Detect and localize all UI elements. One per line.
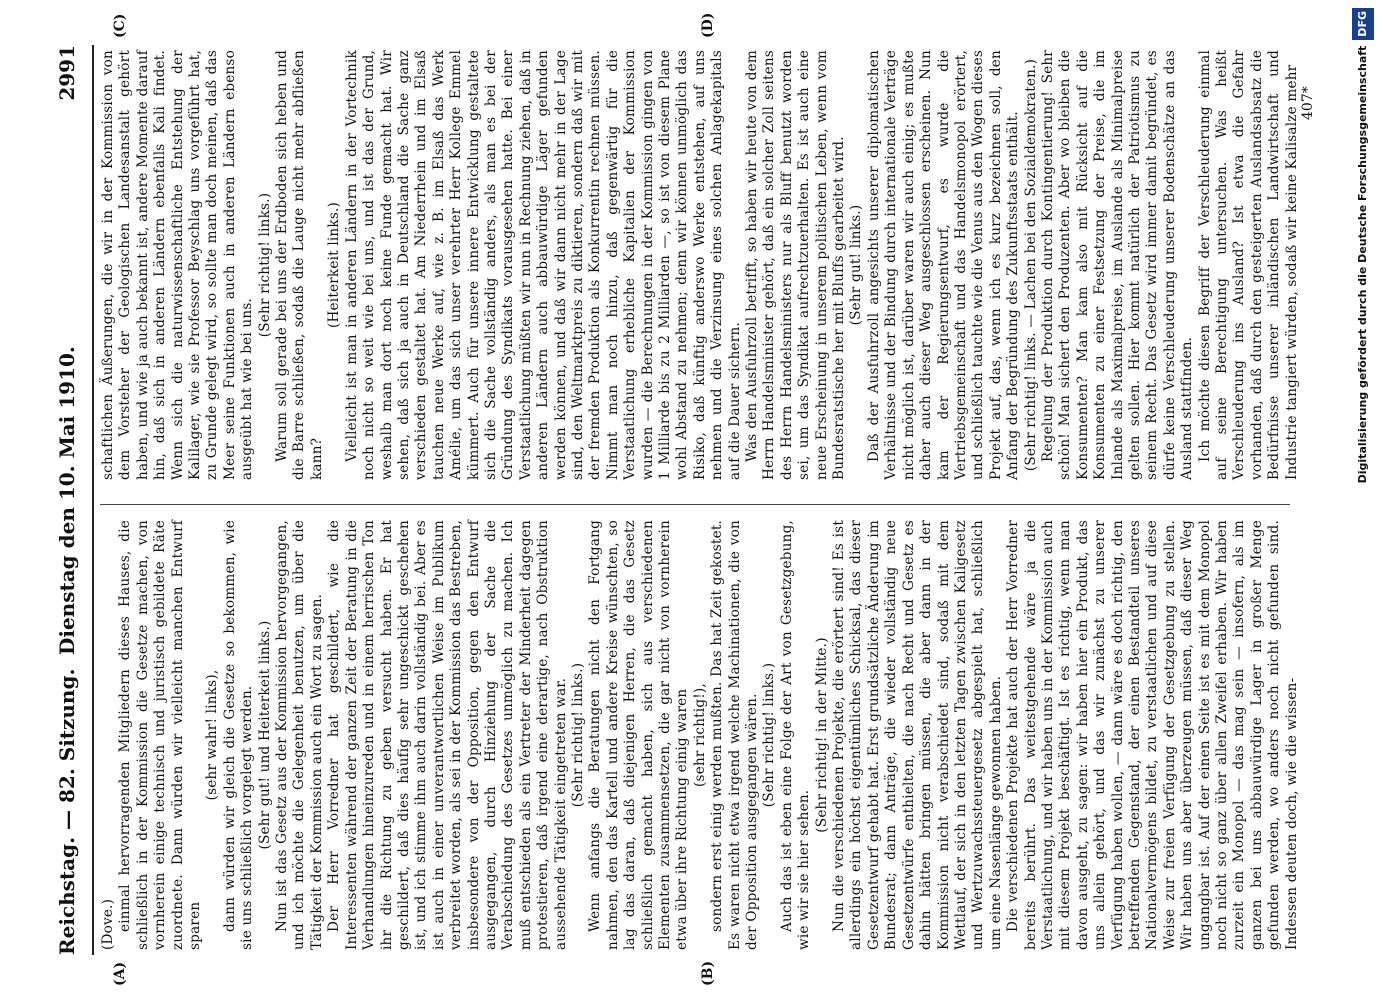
paragraph: einmal hervorragenden Mitgliedern dieses Hauses, die schließlich in der Kommission die Gesetze machen, von vornherein einige technisch und juristisch gebildete Räte zuordnete. Dann würden wir vielleicht manchen Entwurf sparen — [117, 520, 204, 950]
interjection: (Heiterkeit links.) — [326, 201, 343, 329]
speaker-name: (Dove.) — [100, 898, 116, 950]
paragraph: Nun die verschiedenen Projekte, die erörtert sind! Es ist allerdings ein höchst eigentümliches Schicksal, das dieser Gesetzentwurf gehabt hat. Erst grundsätzliche Änderung im Bundesrat; dann Anträge, die wieder vollständig neue Gesetzentwürfe enthielten, die nach Recht und Gesetz es dahin hätten bringen müssen, die aber dann in der Kommission nicht verabschiedet sind, sodaß mit dem Wettlauf, der sich in den letzten Tagen zwischen Kaligesetz und Wertzuwachssteuergesetz abgespielt hat, schließlich um eine Nasenlänge gewonnen haben. — [831, 520, 1004, 950]
left-column — [100, 520, 1300, 950]
paragraph: dann würden wir gleich die Gesetze so bekommen, wie sie uns schließlich vorgelegt werden. — [221, 520, 256, 950]
interjection: (Sehr richtig! links.) — [256, 192, 273, 338]
page-header — [55, 45, 89, 955]
paragraph: Der Herr Vorredner hat geschildert, wie die Interessenten während der ganzen Zeit der Beratung in die Verhandlungen hineinzureden und in einem herrischen Ton ihr die Richtung zu geben versucht haben. Er hat geschildert, daß dies häufig sehr ungeschickt geschehen ist, und ich stimme ihm auch darin vollständig bei. Aber es ist auch in einer unverantwortlichen Weise im Publikum verbreitet worden, als sei in der Kommission das Bestreben, insbesondere von der Opposition, gegen den Entwurf ausgegangen, durch Hinziehung der Sache die Verabschiedung des Gesetzes unmöglich zu machen. Ich muß entschieden als ein Vertreter der Minderheit dagegen protestieren, daß irgend eine derartige, nach Obstruktion aussehende Tätigkeit eingetreten war. — [326, 520, 569, 950]
paragraph: Daß der Ausfuhrzoll angesichts unserer diplomatischen Verhältnisse und der Bindung durch internationale Verträge nicht möglich ist, darüber waren wir auch einig; es mußte daher auch dieser Weg ausgeschlossen erscheinen. Nun kam der Regierungsentwurf, es wurde die Vertriebsgemeinschaft und das Handelsmonopol erörtert, und schließlich tauchte wie die Venus aus den Wogen dieses Projekt auf, das, wenn ich es kurz bezeichnen soll, den Anfang der Begründung des Zukunftsstaats enthält. — [865, 50, 1022, 480]
interjection: (sehr richtig!), — [691, 683, 708, 787]
margin-marker-a: (A) — [112, 961, 128, 986]
paragraph: Nun ist das Gesetz aus der Kommission hervorgegangen, und ich möchte die Gelegenheit benutzen, um über die Tätigkeit der Kommission auch ein Wort zu sagen. — [274, 520, 325, 950]
paragraph: Ich möchte diesen Begriff der Verschleuderung einmal auf seine Berechtigung untersuchen. Was heißt Verschleuderung ins Ausland? Ist etwa die Gefahr vorhanden, daß durch den gesteigerten Auslandsabsatz die Bedürfnisse unserer inländischen Landwirtschaft und Industrie tangiert würden, sodaß wir keine Kalisalze mehr — [1196, 50, 1300, 480]
interjection: (sehr wahr! links), — [204, 669, 221, 801]
interjection: (Sehr gut! und Heiterkeit links.) — [256, 620, 273, 850]
interjection: (Sehr richtig! in der Mitte.) — [813, 637, 830, 833]
credit-text: Digitalisierung gefördert durch die Deutsche Forschungsgemeinschaft — [1356, 45, 1369, 484]
margin-marker-b: (B) — [700, 960, 716, 986]
header-rule — [92, 45, 94, 955]
margin-marker-d: (D) — [700, 12, 716, 38]
interjection: (Sehr richtig! links. — Lachen bei den Sozialdemokraten.) — [1022, 58, 1039, 472]
digitization-credit — [1352, 8, 1374, 993]
header-center: Dienstag den 10. Mai 1910. — [55, 346, 79, 655]
footer-signature: 407* — [1300, 86, 1316, 120]
paragraph: Vielleicht ist man in anderen Ländern in der Vortechnik noch nicht so weit wie bei uns, und ist das der Grund, weshalb man dort noch keine Funde gemacht hat. Wir sehen, daß sich ja auch in Deutschland die Sache ganz verschieden gestaltet hat. Am Niederrhein und im Elsaß tauchen neue Werke auf, wie z. B. im Elsaß das Werk Amélie, um das sich unser verehrter Herr Kollege Emmel kümmert. Auch für unsere innere Entwicklung gestaltete sich die Sache vollständig anders, als man es bei der Gründung des Syndikats vorausgesehen hatte. Bei einer Verstaatlichung müßten wir nun in Rechnung ziehen, daß in anderen Ländern auch abbauwürdige Läger gefunden werden können, und daß wir dann nicht mehr in der Lage sind, den Weltmarktpreis zu diktieren, sondern daß wir mit der fremden Produktion als Konkurrentin rechnen müssen. Nimmt man noch hinzu, daß gegenwärtig für die Verstaatlichung erhebliche Kapitalien der Kommission wurden — die Berechnungen in der Kommission gingen von 1 Milliarde bis zu 2 Milliarden —, so ist von diesem Plane wohl Abstand zu nehmen; denn wir können unmöglich das Risiko, daß künftig anderswo Werke entstehen, auf uns nehmen und die Verzinsung eines solchen Anlagekapitals auf die Dauer sichern. — [343, 50, 743, 480]
paragraph: Wenn anfangs die Beratungen nicht den Fortgang nahmen, den das Kartell und andere Kreise wünschten, so lag das daran, daß diejenigen Herren, die das Gesetz schließlich gemacht haben, sich aus verschiedenen Elementen zusammensetzen, die gar nicht von vornherein etwa über ihre Richtung einig waren — [587, 520, 691, 950]
paragraph: Auch das ist eben eine Folge der Art von Gesetzgebung, wie wir sie hier sehen. — [778, 520, 813, 950]
paragraph: Was den Ausfuhrzoll betrifft, so haben wir heute von dem Herrn Handelsminister gehört, daß ein solcher Zoll seitens des Herrn Handelsministers nur als Bluff benutzt worden sei, um das Syndikat aufrechtzuerhalten. Es ist auch eine neue Erscheinung in unserem politischen Leben, wenn vom Bundesratstische her mit Bluffs gearbeitet wird. — [744, 50, 848, 480]
dfg-logo: DFG — [1352, 8, 1374, 40]
paragraph: Warum soll gerade bei uns der Erdboden sich heben und die Barre schließen, sodaß die Lauge nicht mehr abfließen kann? — [274, 50, 325, 480]
column-divider — [100, 504, 1290, 505]
right-column — [100, 50, 1300, 480]
interjection: (Sehr richtig! links.) — [761, 662, 778, 808]
interjection: (Sehr richtig! links.) — [569, 662, 586, 808]
header-left: Reichstag. — 82. Sitzung. — [55, 668, 79, 955]
paragraph: sondern erst einig werden mußten. Das hat Zeit gekostet. Es waren nicht etwa irgend welche Machinationen, die von der Opposition ausgegangen wären. — [709, 520, 761, 950]
margin-marker-c: (C) — [112, 13, 128, 38]
paragraph: schaftlichen Äußerungen, die wir in der Kommission von dem Vorsteher der Geologischen Landesanstalt gehört haben, und wie ja auch bekannt ist, andere Momente darauf hin, daß sich in anderen Ländern ebenfalls Kali findet. Wenn sich die naturwissenschaftliche Entstehung der Kalilager, wie sie Professor Beyschlag uns vorgeführt hat, zu Grunde gelegt wird, so sollte man doch meinen, daß das Meer seine Funktionen auch in anderen Ländern ebenso ausgeübt hat wie bei uns. — [100, 50, 256, 480]
interjection: (Sehr gut! links.) — [848, 204, 865, 326]
paragraph: Die verschiedenen Projekte hat auch der Herr Vorredner bereits berührt. Das weitestgehende wäre ja die Verstaatlichung, und wir haben uns in der Kommission auch mit diesem Projekt beschäftigt. Ist es richtig, wenn man davon ausgeht, zu sagen: wir haben hier ein Produkt, das uns allein gehört, und das wir zunächst zu unserer Verfügung haben wollen, — dann wäre es doch richtig, den betreffenden Gegenstand, der einen Bestandteil unseres Nationalvermögens bildet, zu verstaatlichen und auf diese Weise zur freien Verfügung der Gesetzgebung zu stellen. Wir haben uns aber überzeugen müssen, daß dieser Weg ungangbar ist. Auf der einen Seite ist es mit dem Monopol noch nicht so ganz über allen Zweifel erhaben. Wir haben zurzeit ein Monopol — das mag sein — insofern, als im ganzen bei uns abbauwürdige Lager in großer Menge gefunden werden, wo anders noch nicht gefunden sind. Indessen deuten doch, wie die wissen- — [1005, 520, 1300, 950]
paragraph: Regelung der Produktion durch Kontingentierung! Sehr schön! Man sichert den Produzenten. Aber wo bleiben die Konsumenten? Man kam also mit Rücksicht auf die Konsumenten zu einer Festsetzung der Preise, die im Inlande als Maximalpreise, im Auslande als Minimalpreise gelten sollen. Hier kommt natürlich der Patriotismus zu seinem Recht. Das Gesetz wird immer damit begründet, es dürfe keine Verschleuderung unserer Bodenschätze an das Ausland stattfinden. — [1039, 50, 1196, 480]
page-number: 2991 — [55, 45, 79, 101]
